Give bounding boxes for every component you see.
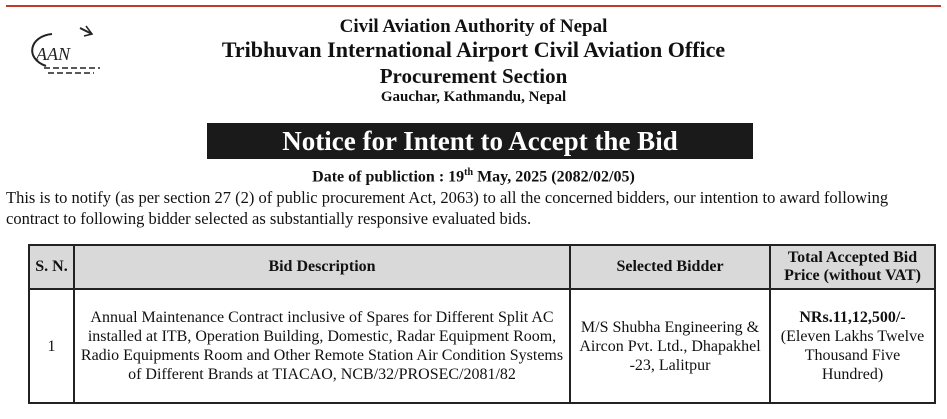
notice-title: Notice for Intent to Accept the Bid <box>207 123 753 159</box>
table-row <box>29 289 935 403</box>
header-description: Bid Description <box>74 245 570 289</box>
price-amount: NRs.11,12,500/- <box>799 309 906 326</box>
header-bidder: Selected Bidder <box>570 245 770 289</box>
publication-date-label: Date of publiction : 19 <box>312 168 465 186</box>
svg-text:AAN: AAN <box>36 44 70 64</box>
header-price: Total Accepted Bid Price (without VAT) <box>770 245 935 289</box>
cell-description: Annual Maintenance Contract inclusive of Spares for Different Split AC installed at ITB, Operation Building, Domestic, Radar Equipment Room, Radio Equipments Room and Other Remote Station Air Condition Systems of Different Brands at TIACAO, NCB/32/PROSEC/2081/82 <box>74 289 570 403</box>
publication-date-rest: May, 2025 (2082/02/05) <box>473 168 635 186</box>
table-header-row <box>29 245 935 289</box>
top-rule <box>6 5 941 7</box>
cell-bidder: M/S Shubha Engineering & Aircon Pvt. Ltd., Dhapakhel -23, Lalitpur <box>570 289 770 403</box>
publication-date-suffix: th <box>464 167 474 178</box>
address: Gauchar, Kathmandu, Nepal <box>380 89 567 105</box>
intro-paragraph: This is to notify (as per section 27 (2) of public procurement Act, 2063) to all the concerned bidders, our intention to award following contract to following bidder selected as substantially responsive evaluated bids. <box>6 188 889 228</box>
price-words: (Eleven Lakhs Twelve Thousand Five Hundred) <box>780 328 925 383</box>
header-sn: S. N. <box>29 245 74 289</box>
office-name: Tribhuvan International Airport Civil Aviation Office <box>221 37 726 62</box>
cell-sn: 1 <box>29 289 74 403</box>
publication-date <box>0 163 947 187</box>
section-name: Procurement Section <box>379 64 568 88</box>
cell-price <box>770 289 935 403</box>
notice-header <box>0 16 947 106</box>
organization-name: Civil Aviation Authority of Nepal <box>339 16 608 37</box>
bid-table <box>28 244 936 404</box>
